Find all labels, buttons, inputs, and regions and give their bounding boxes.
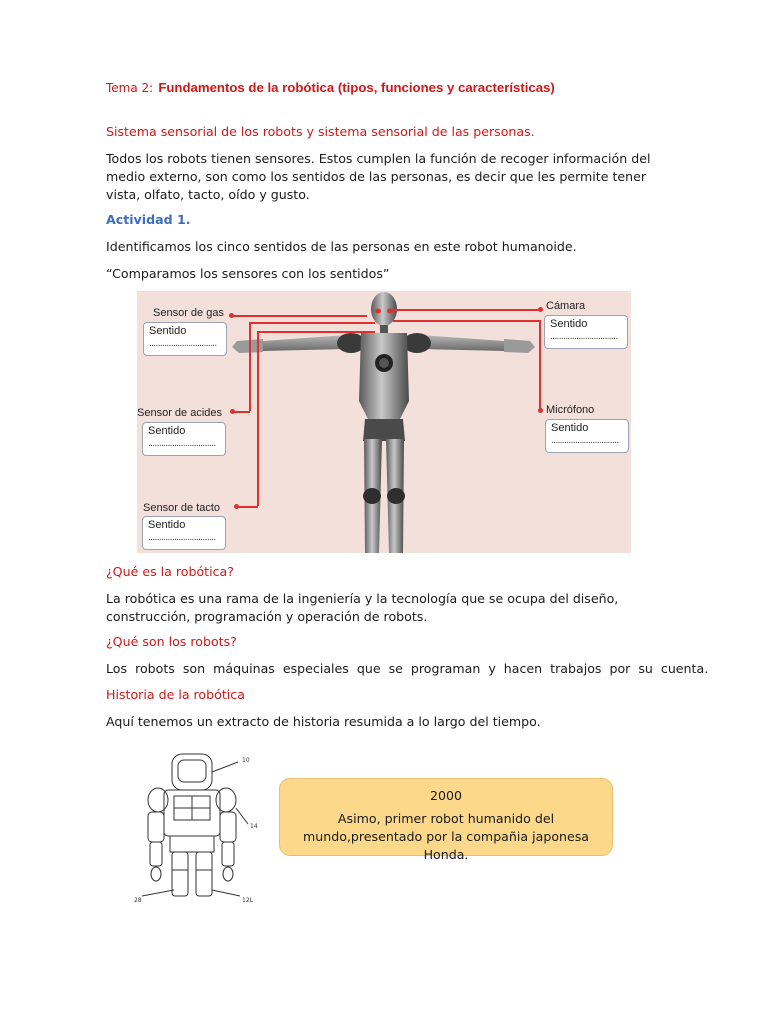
label-camara: Cámara <box>546 300 586 312</box>
sentido-label: Sentido <box>149 325 187 337</box>
sentido-box-gas[interactable] <box>143 322 227 356</box>
patent-number-12l: 12L <box>242 897 253 904</box>
sentido-dots: ............................... <box>148 532 216 543</box>
patent-number-28: 28 <box>134 897 142 904</box>
section-paragraph-robotica: La robótica es una rama de la ingeniería y la tecnología que se ocupa del diseño, construcción, programación y operación de robots. <box>106 591 619 624</box>
page-title <box>106 77 555 96</box>
sentido-label: Sentido <box>148 425 186 437</box>
sentido-dots: ............................... <box>149 338 217 349</box>
section-heading-robotica: ¿Qué es la robótica? <box>106 564 234 579</box>
sentido-dots: ............................... <box>148 438 216 449</box>
activity-heading: Actividad 1. <box>106 212 191 227</box>
section-heading-robots: ¿Qué son los robots? <box>106 634 237 649</box>
tema-title: Fundamentos de la robótica (tipos, funciones y características) <box>158 80 555 95</box>
sentido-label: Sentido <box>148 519 186 531</box>
section-heading-historia: Historia de la robótica <box>106 687 245 702</box>
sentido-dots: ............................... <box>551 435 619 446</box>
label-microfono: Micrófono <box>546 404 595 416</box>
section-paragraph-robots: Los robots son máquinas especiales que se programan y hacen trabajos por su cuenta. <box>106 661 709 676</box>
section-heading-sensorial: Sistema sensorial de los robots y sistema sensorial de las personas. <box>106 124 535 139</box>
label-sensor-tacto: Sensor de tacto <box>143 502 221 514</box>
timeline-year: 2000 <box>429 788 463 803</box>
section-paragraph-historia: Aquí tenemos un extracto de historia resumida a lo largo del tiempo. <box>106 714 541 729</box>
activity-quote: “Comparamos los sensores con los sentidos” <box>106 266 390 281</box>
label-sensor-gas: Sensor de gas <box>153 307 224 319</box>
sentido-box-camara[interactable] <box>544 315 628 349</box>
patent-number-14: 14 <box>250 823 258 830</box>
sentido-box-tacto[interactable] <box>142 516 226 550</box>
sentido-box-microfono[interactable] <box>545 419 629 453</box>
sentido-dots: ............................... <box>550 331 618 342</box>
sentido-label: Sentido <box>551 422 589 434</box>
section-paragraph-sensorial: Todos los robots tienen sensores. Estos cumplen la función de recoger información del medio externo, son como los sentidos de las personas, es decir que les permite tener vista, olfato, tacto, oído y gusto. <box>106 151 651 202</box>
asimo-patent-drawing <box>130 750 265 908</box>
patent-number-10: 10 <box>242 757 250 764</box>
label-sensor-acides: Sensor de acides <box>137 407 222 419</box>
timeline-card-2000 <box>279 778 613 862</box>
timeline-text: Asimo, primer robot humanido del mundo,presentado por la compañia japonesa Honda. <box>302 811 590 862</box>
robot-sensor-figure <box>137 291 631 553</box>
tema-prefix: Tema 2: <box>106 81 154 95</box>
activity-instruction: Identificamos los cinco sentidos de las personas en este robot humanoide. <box>106 239 577 254</box>
sentido-box-acides[interactable] <box>142 422 226 456</box>
sentido-label: Sentido <box>550 318 588 330</box>
